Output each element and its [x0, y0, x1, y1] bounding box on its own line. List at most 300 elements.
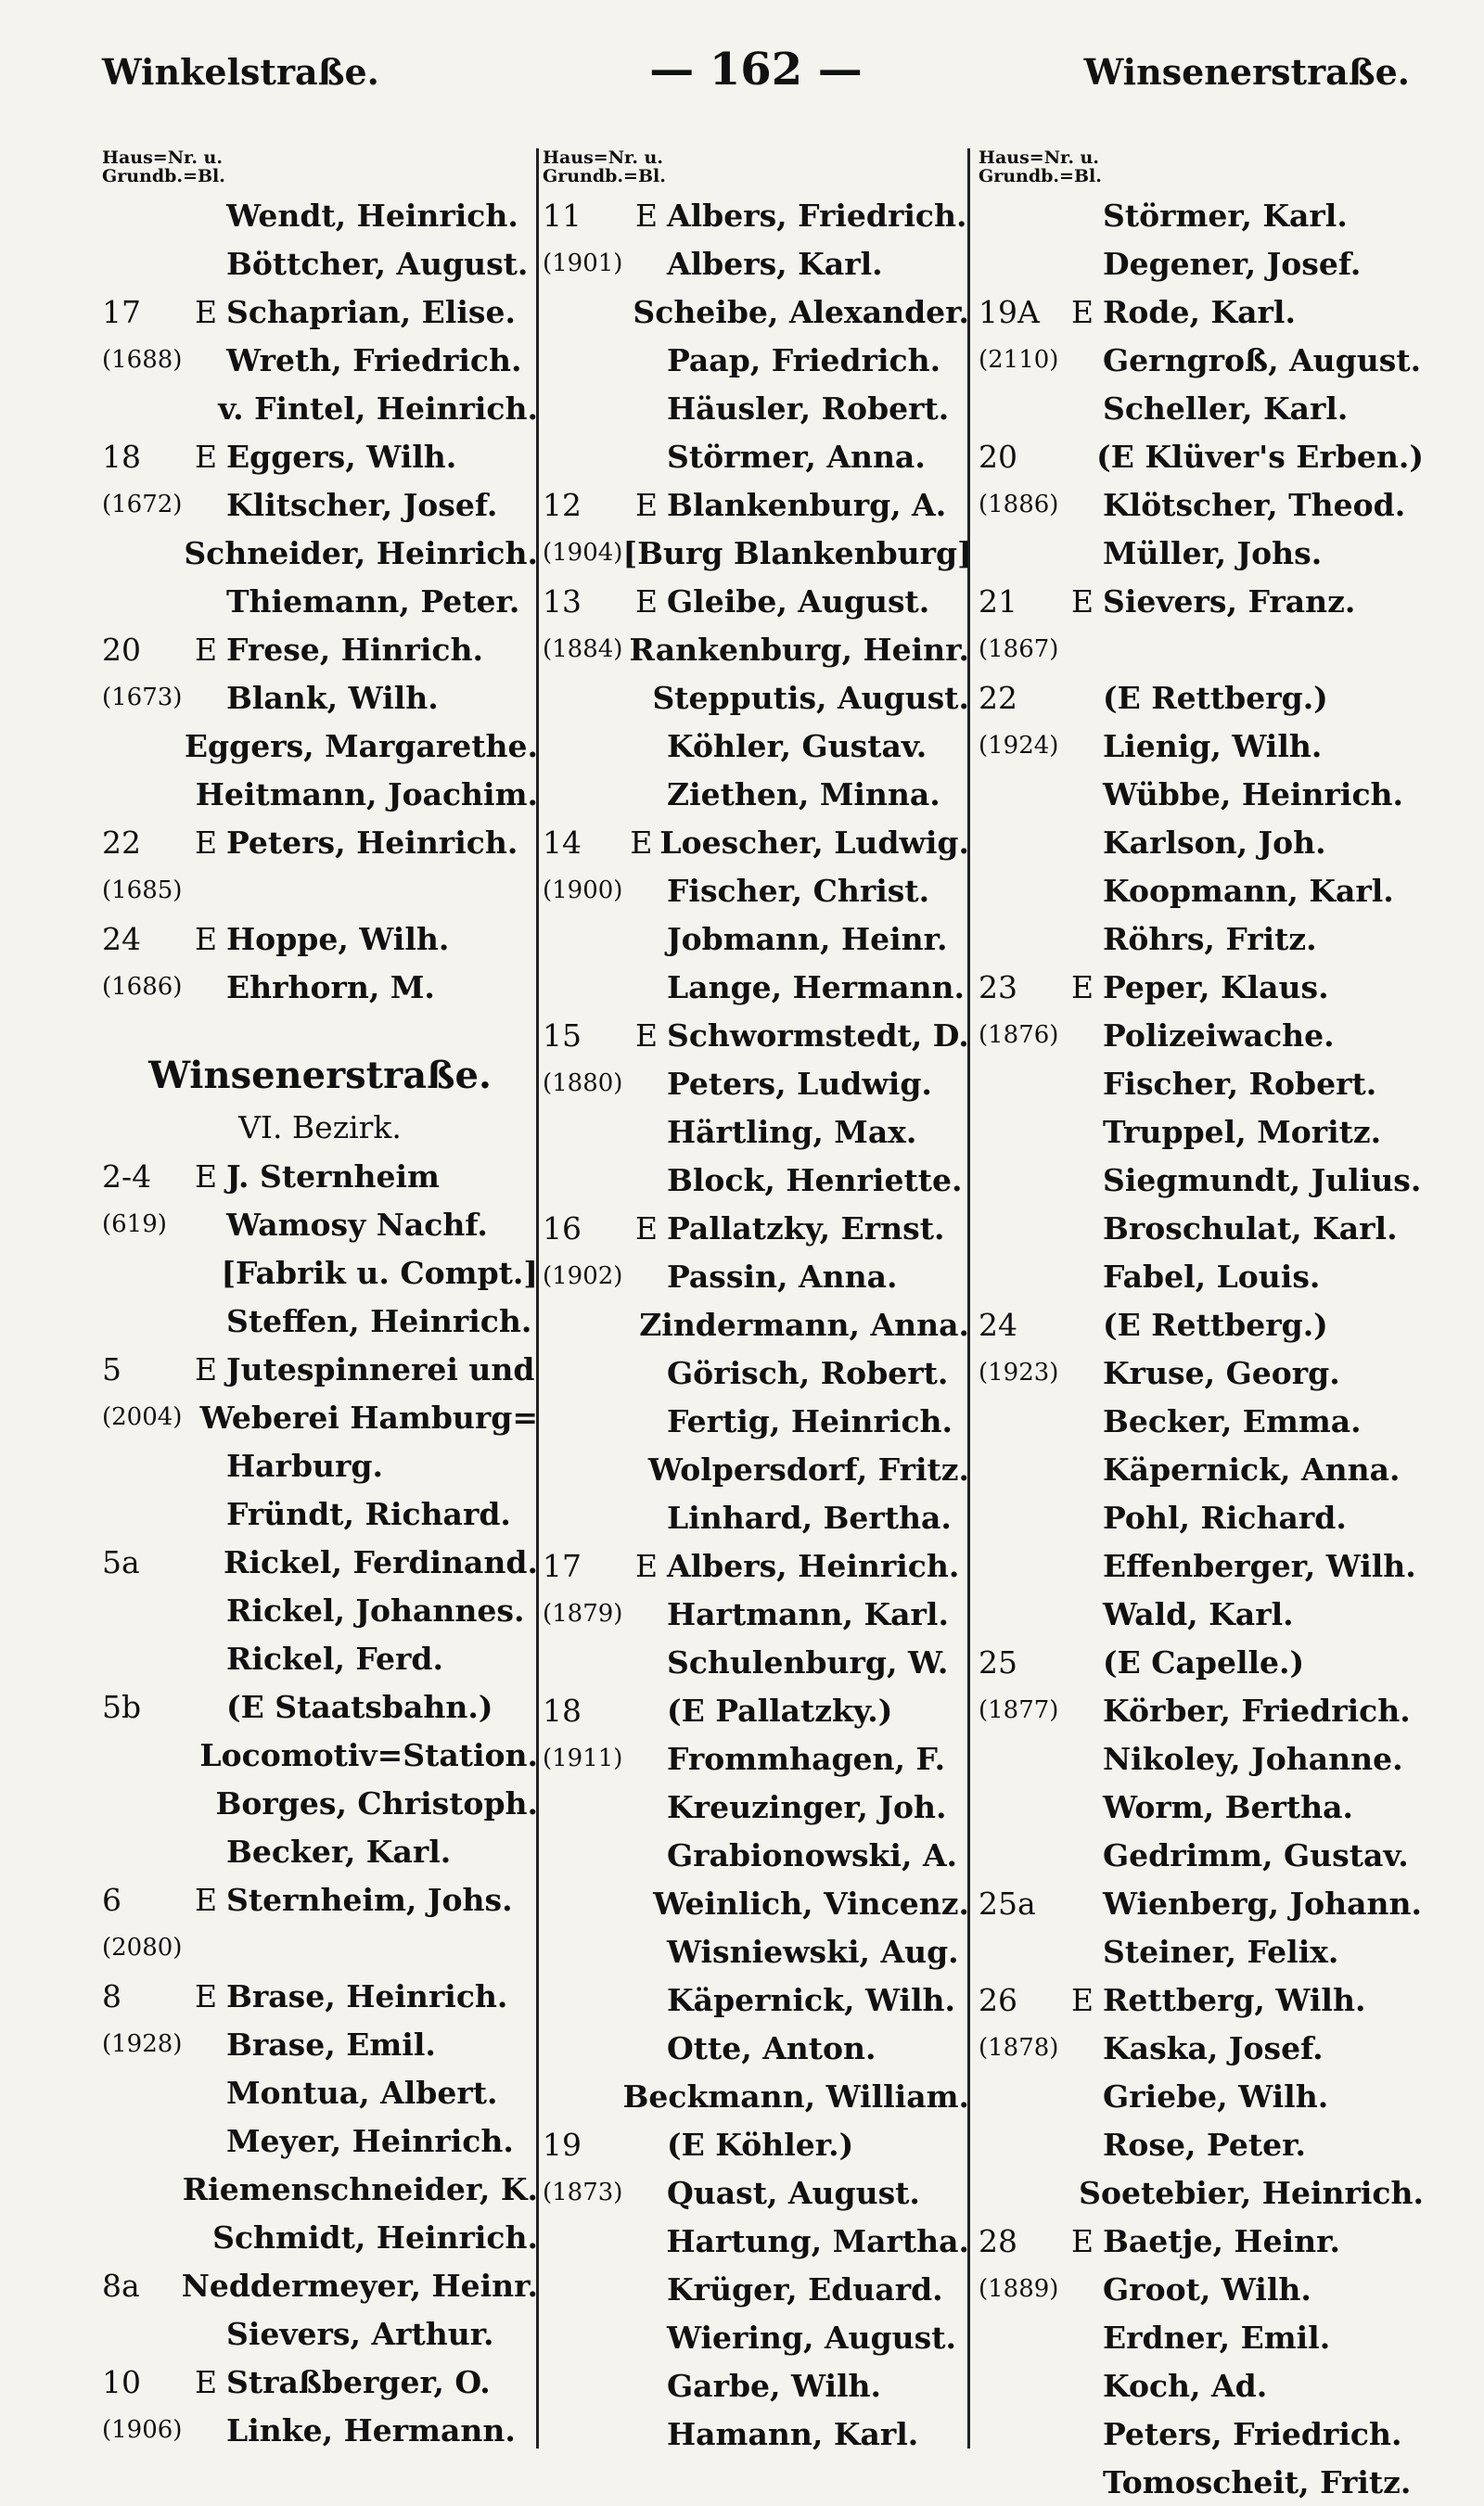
- resident-name: Locomotiv=Station.: [199, 1736, 538, 1773]
- owner-marker: E: [195, 1977, 218, 2014]
- owner-marker: E: [195, 293, 218, 330]
- resident-name: Rettberg, Wilh.: [1103, 1981, 1366, 2018]
- resident-name: Effenberger, Wilh.: [1103, 1547, 1416, 1584]
- directory-entry: [543, 963, 969, 1011]
- resident-name: Sternheim, Johs.: [226, 1881, 513, 1918]
- directory-entry: [979, 1590, 1424, 1638]
- resident-name: Rickel, Johannes.: [226, 1592, 525, 1629]
- header-left-street: Winkelstraße.: [102, 51, 379, 93]
- house-number: 14: [543, 824, 582, 861]
- directory-entry: [543, 1300, 969, 1349]
- directory-entry: [979, 288, 1424, 336]
- owner-marker: E: [635, 1016, 659, 1054]
- house-number: 18: [102, 438, 141, 475]
- directory-entry: [102, 722, 538, 770]
- directory-entry: [979, 1734, 1424, 1783]
- district-label: VI. Bezirk.: [238, 1109, 402, 1145]
- resident-name: Käpernick, Anna.: [1103, 1451, 1401, 1488]
- directory-entry: [102, 336, 538, 384]
- house-number: 17: [543, 1547, 582, 1584]
- directory-entry: [979, 1059, 1424, 1107]
- directory-entry: [543, 673, 969, 722]
- directory-entry: [543, 2265, 969, 2313]
- resident-name: Groot, Wilh.: [1103, 2270, 1311, 2308]
- resident-name: Hamann, Karl.: [667, 2415, 919, 2452]
- house-number: 19A: [979, 293, 1040, 330]
- directory-entry: [979, 2265, 1424, 2313]
- house-number: 5b: [102, 1688, 142, 1725]
- resident-name: Borges, Christoph.: [215, 1784, 538, 1822]
- directory-entry: [543, 2217, 969, 2265]
- resident-name: Baetje, Heinr.: [1103, 2222, 1340, 2259]
- house-number: (2080): [102, 1934, 183, 1962]
- resident-name: Rode, Karl.: [1103, 293, 1296, 330]
- directory-entry: [102, 432, 538, 480]
- house-number: 25a: [979, 1885, 1036, 1922]
- resident-name: Röhrs, Fritz.: [1103, 920, 1317, 957]
- resident-name: Krüger, Eduard.: [667, 2270, 943, 2308]
- resident-name: Müller, Johs.: [1103, 534, 1323, 571]
- resident-name: Passin, Anna.: [667, 1258, 898, 1295]
- owner-marker: E: [195, 1881, 218, 1918]
- directory-entry: [543, 625, 969, 673]
- resident-name: Grabionowski, A.: [667, 1836, 958, 1873]
- resident-name: Albers, Heinrich.: [667, 1547, 960, 1584]
- resident-name: Soetebier, Heinrich.: [1079, 2174, 1424, 2211]
- directory-entry: [102, 1538, 538, 1586]
- directory-entry: [979, 1397, 1424, 1445]
- header-right-street: Winsenerstraße.: [1083, 51, 1410, 93]
- directory-entry: [543, 1252, 969, 1300]
- owner-marker: E: [195, 1350, 218, 1387]
- directory-entry: [979, 2458, 1424, 2506]
- directory-entry: [979, 1445, 1424, 1493]
- directory-entry: [543, 191, 969, 239]
- directory-entry: [543, 529, 972, 577]
- directory-entry: [979, 1204, 1424, 1252]
- house-number: (1880): [543, 1069, 623, 1097]
- house-number: (1889): [979, 2275, 1059, 2303]
- directory-entry: [979, 2168, 1424, 2217]
- column-3: [979, 147, 1424, 2500]
- directory-entry: [543, 1927, 969, 1975]
- column-header-line2: Grundb.=Bl.: [543, 166, 666, 186]
- column-header-line1: Haus=Nr. u.: [543, 147, 663, 168]
- owner-marker: E: [1071, 293, 1094, 330]
- directory-entry: [979, 480, 1424, 529]
- resident-name: Koopmann, Karl.: [1103, 872, 1394, 909]
- resident-name: Kaska, Josef.: [1103, 2029, 1324, 2066]
- directory-entry: [543, 2168, 969, 2217]
- directory-entry: [543, 1059, 969, 1107]
- directory-entry: [102, 1393, 538, 1441]
- resident-name: Klötscher, Theod.: [1103, 486, 1406, 523]
- resident-name: Schwormstedt, D.: [667, 1016, 969, 1054]
- directory-entry: [102, 1682, 538, 1731]
- house-number: (619): [102, 1210, 167, 1238]
- resident-name: Ziethen, Minna.: [667, 775, 940, 812]
- resident-name: [Burg Blankenburg]: [622, 534, 972, 571]
- house-number: (1884): [543, 635, 623, 663]
- resident-name: Lange, Hermann.: [667, 968, 965, 1005]
- house-number: (1688): [102, 346, 183, 374]
- resident-name: Störmer, Karl.: [1103, 197, 1348, 234]
- directory-entry: [543, 336, 969, 384]
- resident-name: Fründt, Richard.: [226, 1495, 511, 1532]
- resident-name: Wisniewski, Aug.: [667, 1933, 959, 1970]
- resident-name: Frese, Hinrich.: [226, 631, 483, 668]
- house-number: 5: [102, 1350, 122, 1387]
- directory-entry: [102, 673, 538, 722]
- owner-marker: E: [1071, 2222, 1094, 2259]
- house-number: (1879): [543, 1600, 623, 1628]
- column-header-line2: Grundb.=Bl.: [979, 166, 1102, 186]
- house-number: (1924): [979, 732, 1059, 760]
- owner-marker: E: [195, 920, 218, 957]
- resident-name: Karlson, Joh.: [1103, 824, 1326, 861]
- directory-entry: [543, 1493, 969, 1541]
- resident-name: Wolpersdorf, Fritz.: [647, 1451, 969, 1488]
- directory-entry: [979, 1493, 1424, 1541]
- house-number: 2-4: [102, 1157, 152, 1195]
- house-number: 25: [979, 1643, 1017, 1681]
- directory-entry: [979, 1638, 1424, 1686]
- resident-name: Kreuzinger, Joh.: [667, 1788, 947, 1825]
- directory-entry: [102, 2165, 538, 2213]
- resident-name: Sievers, Franz.: [1103, 582, 1356, 620]
- owner-marker: E: [195, 824, 218, 861]
- house-number: (1902): [543, 1262, 623, 1290]
- resident-name: Peters, Ludwig.: [667, 1065, 932, 1102]
- house-number: 24: [979, 1306, 1017, 1343]
- directory-entry: [102, 2116, 538, 2165]
- directory-entry: [543, 1686, 969, 1734]
- resident-name: Harburg.: [226, 1447, 383, 1484]
- column-header: [979, 148, 1424, 191]
- house-number: 8a: [102, 2267, 140, 2304]
- resident-name: Beckmann, William.: [622, 2078, 969, 2115]
- directory-entry: [543, 1156, 969, 1204]
- resident-name: Loescher, Ludwig.: [659, 824, 969, 861]
- page-header: [102, 44, 1410, 107]
- house-number: (1911): [543, 1745, 623, 1772]
- directory-entry: [543, 2120, 969, 2168]
- resident-name: Paap, Friedrich.: [667, 341, 941, 378]
- directory-entry: [543, 1107, 969, 1156]
- directory-entry: [979, 1686, 1424, 1734]
- directory-entry: [102, 818, 538, 866]
- directory-entry: [102, 2068, 538, 2116]
- directory-entry: [102, 1200, 538, 1248]
- directory-entry: [102, 1972, 538, 2020]
- directory-entry: [102, 963, 538, 1011]
- directory-entry: [102, 2406, 538, 2454]
- house-number: 20: [102, 631, 141, 668]
- resident-name: Böttcher, August.: [226, 245, 529, 282]
- directory-entry: [979, 2313, 1424, 2361]
- resident-name: Hartmann, Karl.: [667, 1595, 949, 1632]
- house-number: (1686): [102, 973, 183, 1001]
- directory-entry: [979, 770, 1424, 818]
- column-header: [102, 148, 538, 191]
- resident-name: Fischer, Christ.: [667, 872, 930, 909]
- resident-name: Köhler, Gustav.: [667, 727, 928, 764]
- resident-name: Schaprian, Elise.: [226, 293, 516, 330]
- directory-entry: [979, 384, 1424, 432]
- resident-name: Härtling, Max.: [667, 1113, 917, 1150]
- resident-name: Körber, Friedrich.: [1103, 1692, 1411, 1729]
- directory-entry: [102, 1152, 538, 1200]
- house-number: (1685): [102, 876, 183, 904]
- directory-entry: [543, 2410, 969, 2458]
- directory-entry: [543, 288, 969, 336]
- house-number: (1923): [979, 1359, 1059, 1387]
- resident-name: Griebe, Wilh.: [1103, 2078, 1329, 2115]
- directory-entry: [543, 2313, 969, 2361]
- owner-marker: E: [1071, 582, 1094, 620]
- resident-name: Wamosy Nachf.: [226, 1206, 488, 1243]
- directory-entry: [543, 384, 969, 432]
- resident-name: Siegmundt, Julius.: [1103, 1161, 1422, 1198]
- directory-entry: [979, 1011, 1424, 1059]
- directory-entry: [979, 2410, 1424, 2458]
- directory-entry: [102, 1490, 538, 1538]
- house-number: (1877): [979, 1696, 1059, 1724]
- resident-name: Gerngroß, August.: [1103, 341, 1422, 378]
- resident-name: Rankenburg, Heinr.: [629, 631, 969, 668]
- resident-name: Rickel, Ferdinand.: [224, 1543, 538, 1580]
- directory-entry: [979, 529, 1424, 577]
- resident-name: Tomoscheit, Fritz.: [1103, 2463, 1412, 2500]
- resident-name: Schneider, Heinrich.: [184, 534, 538, 571]
- resident-name: Scheibe, Alexander.: [633, 293, 969, 330]
- resident-name: Ehrhorn, M.: [226, 968, 435, 1005]
- resident-name: Fertig, Heinrich.: [667, 1402, 953, 1439]
- directory-entry: [543, 1397, 969, 1445]
- directory-entry: [543, 1204, 969, 1252]
- house-number: (1867): [979, 635, 1059, 663]
- directory-entry: [102, 1248, 538, 1297]
- resident-name: Zindermann, Anna.: [639, 1306, 969, 1343]
- directory-entry: [543, 480, 969, 529]
- directory-entry: [102, 577, 538, 625]
- directory-entry: [979, 1783, 1424, 1831]
- resident-name: Rose, Peter.: [1103, 2126, 1306, 2163]
- directory-entry: [543, 914, 969, 963]
- resident-name: (E Köhler.): [667, 2126, 854, 2163]
- resident-name: Meyer, Heinrich.: [226, 2122, 514, 2159]
- resident-name: Peters, Friedrich.: [1103, 2415, 1402, 2452]
- directory-entry: [543, 1349, 969, 1397]
- resident-name: Neddermeyer, Heinr.: [181, 2267, 538, 2304]
- resident-name: (E Staatsbahn.): [226, 1688, 493, 1725]
- directory-entry: [543, 2361, 969, 2410]
- house-number: 19: [543, 2126, 582, 2163]
- directory-entry: [102, 1779, 538, 1827]
- house-number: (1901): [543, 249, 623, 277]
- owner-marker: E: [195, 2363, 218, 2400]
- directory-entry: [102, 866, 538, 914]
- house-number: 10: [102, 2363, 141, 2400]
- directory-entry: [102, 1924, 538, 1972]
- house-number: (1673): [102, 684, 183, 711]
- resident-name: Worm, Bertha.: [1103, 1788, 1354, 1825]
- resident-name: Riemenschneider, K.: [182, 2170, 538, 2207]
- resident-name: (E Rettberg.): [1103, 679, 1328, 716]
- house-number: (1900): [543, 876, 623, 904]
- owner-marker: E: [630, 824, 653, 861]
- resident-name: Fischer, Robert.: [1103, 1065, 1377, 1102]
- resident-name: Gedrimm, Gustav.: [1103, 1836, 1409, 1873]
- resident-name: Eggers, Margarethe.: [184, 727, 538, 764]
- resident-name: Straßberger, O.: [226, 2363, 491, 2400]
- house-number: (2004): [102, 1403, 183, 1431]
- resident-name: Wendt, Heinrich.: [226, 197, 518, 234]
- resident-name: Weinlich, Vincenz.: [653, 1885, 969, 1922]
- directory-entry: [979, 239, 1424, 288]
- directory-entry: [979, 1156, 1424, 1204]
- directory-entry: [979, 191, 1424, 239]
- house-number: (1878): [979, 2034, 1059, 2062]
- directory-entry: [979, 673, 1424, 722]
- directory-entry: [102, 1441, 538, 1490]
- resident-name: Montua, Albert.: [226, 2074, 498, 2111]
- directory-entry: [102, 239, 538, 288]
- directory-entry: [102, 1875, 538, 1924]
- resident-name: Wald, Karl.: [1103, 1595, 1294, 1632]
- house-number: (1672): [102, 491, 183, 518]
- house-number: 8: [102, 1977, 122, 2014]
- house-number: (1904): [543, 539, 623, 567]
- directory-entry: [543, 1590, 969, 1638]
- resident-name: Pohl, Richard.: [1103, 1499, 1347, 1536]
- directory-entry: [543, 577, 969, 625]
- directory-entry: [979, 963, 1424, 1011]
- page-number: — 162 —: [649, 44, 863, 96]
- directory-entry: [543, 818, 969, 866]
- house-number: 28: [979, 2222, 1017, 2259]
- resident-name: Wienberg, Johann.: [1103, 1885, 1422, 1922]
- directory-entry: [543, 2072, 969, 2120]
- house-number: 24: [102, 920, 141, 957]
- directory-entry: [102, 2358, 538, 2406]
- directory-entry: [979, 1879, 1424, 1927]
- resident-name: Becker, Emma.: [1103, 1402, 1362, 1439]
- resident-name: Blankenburg, A.: [667, 486, 947, 523]
- resident-name: Rickel, Ferd.: [226, 1640, 443, 1677]
- resident-name: Linhard, Bertha.: [667, 1499, 952, 1536]
- directory-entry: [979, 2361, 1424, 2410]
- directory-entry: [102, 1827, 538, 1875]
- directory-entry: [543, 2024, 969, 2072]
- directory-entry: [979, 2120, 1424, 2168]
- resident-name: Otte, Anton.: [667, 2029, 876, 2066]
- resident-name: Albers, Karl.: [667, 245, 883, 282]
- resident-name: v. Fintel, Heinrich.: [218, 390, 538, 427]
- resident-name: Jutespinnerei und: [226, 1350, 535, 1387]
- directory-entry: [102, 1634, 538, 1682]
- resident-name: Degener, Josef.: [1103, 245, 1362, 282]
- house-number: 11: [543, 197, 582, 234]
- directory-entry: [979, 1975, 1424, 2024]
- resident-name: (E Rettberg.): [1103, 1306, 1328, 1343]
- directory-entry: [102, 480, 538, 529]
- house-number: 21: [979, 582, 1017, 620]
- house-number: 22: [102, 824, 141, 861]
- house-number: (1886): [979, 491, 1059, 518]
- directory-entry: [979, 1831, 1424, 1879]
- house-number: 23: [979, 968, 1017, 1005]
- resident-name: Sievers, Arthur.: [226, 2315, 494, 2352]
- directory-entry: [102, 625, 538, 673]
- directory-entry: [543, 770, 969, 818]
- directory-entry: [102, 384, 538, 432]
- resident-name: J. Sternheim: [226, 1157, 440, 1195]
- resident-name: Stepputis, August.: [652, 679, 969, 716]
- directory-entry: [979, 2072, 1424, 2120]
- house-number: 13: [543, 582, 582, 620]
- directory-entry: [102, 2309, 538, 2358]
- directory-entry: [979, 1252, 1424, 1300]
- directory-entry: [543, 866, 969, 914]
- directory-entry: [102, 2261, 538, 2309]
- house-number: 16: [543, 1209, 582, 1247]
- directory-entry: [979, 1349, 1424, 1397]
- directory-entry: [102, 1345, 538, 1393]
- resident-name: Störmer, Anna.: [667, 438, 926, 475]
- resident-name: Lienig, Wilh.: [1103, 727, 1323, 764]
- resident-name: Weberei Hamburg=: [199, 1399, 538, 1436]
- owner-marker: E: [1071, 1981, 1094, 2018]
- house-number: (1906): [102, 2416, 183, 2444]
- resident-name: Hoppe, Wilh.: [226, 920, 450, 957]
- resident-name: Block, Henriette.: [667, 1161, 963, 1198]
- resident-name: Frommhagen, F.: [667, 1740, 946, 1777]
- resident-name: Polizeiwache.: [1103, 1016, 1335, 1054]
- resident-name: Garbe, Wilh.: [667, 2367, 882, 2404]
- resident-name: Truppel, Moritz.: [1103, 1113, 1382, 1150]
- house-number: (1873): [543, 2179, 623, 2206]
- directory-entry: [543, 1783, 969, 1831]
- directory-entry: [102, 1297, 538, 1345]
- directory-entry: [543, 1445, 969, 1493]
- owner-marker: E: [195, 1157, 218, 1195]
- directory-entry: [979, 722, 1424, 770]
- resident-name: Görisch, Robert.: [667, 1354, 949, 1391]
- resident-name: Schmidt, Heinrich.: [212, 2218, 538, 2256]
- house-number: 17: [102, 293, 141, 330]
- directory-entry: [102, 288, 538, 336]
- resident-name: [Fabrik u. Compt.]: [221, 1254, 538, 1291]
- resident-name: Broschulat, Karl.: [1103, 1209, 1398, 1247]
- resident-name: Thiemann, Peter.: [226, 582, 520, 620]
- column-1: [102, 147, 538, 2448]
- house-number: 15: [543, 1016, 582, 1054]
- directory-entry: [979, 2217, 1424, 2265]
- directory-entry: [979, 866, 1424, 914]
- resident-name: Erdner, Emil.: [1103, 2319, 1331, 2356]
- resident-name: Wreth, Friedrich.: [226, 341, 522, 378]
- column-2: [543, 147, 972, 2452]
- column-header-line2: Grundb.=Bl.: [102, 166, 225, 186]
- directory-entry: [543, 1011, 969, 1059]
- directory-entry: [543, 1541, 969, 1590]
- resident-name: (E Capelle.): [1103, 1643, 1305, 1681]
- resident-name: Wiering, August.: [667, 2319, 956, 2356]
- resident-name: (E Klüver's Erben.): [1096, 438, 1424, 475]
- house-number: 12: [543, 486, 582, 523]
- house-number: 22: [979, 679, 1017, 716]
